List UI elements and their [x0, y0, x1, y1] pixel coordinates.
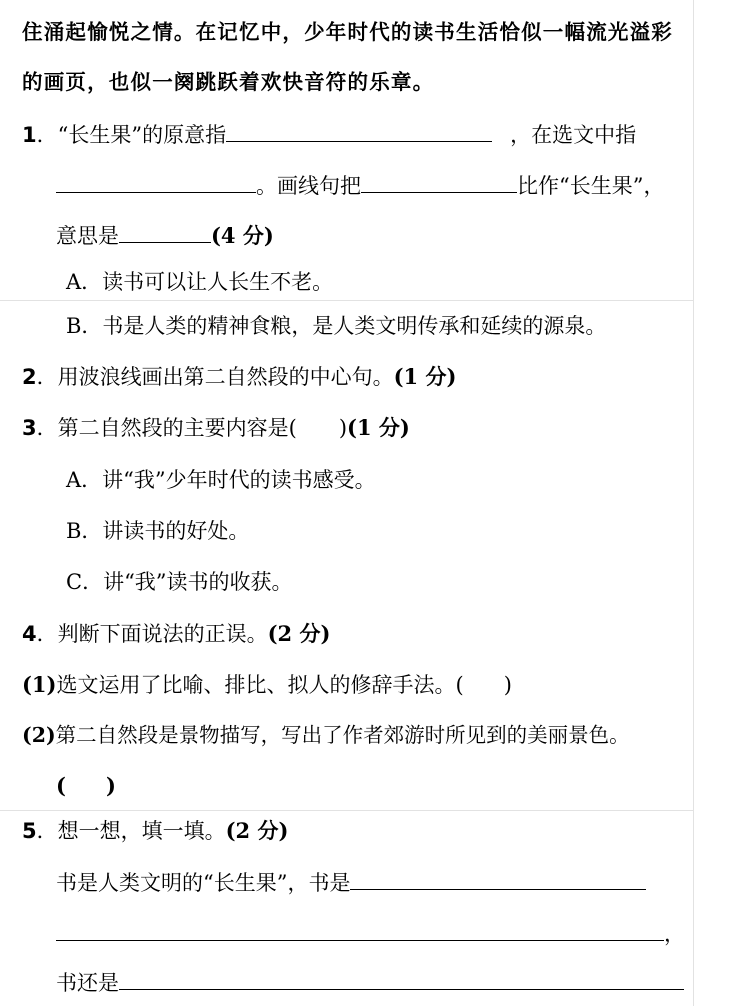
question-5-line-3	[56, 967, 684, 995]
option-a: A．读书可以让人长生不老。	[66, 270, 334, 294]
question-2	[22, 363, 456, 391]
question-5-line-2	[56, 918, 685, 946]
question-number: 1	[22, 123, 37, 147]
question-score: (2 分)	[225, 818, 289, 843]
judgment-item-2-paren	[56, 772, 116, 800]
question-text: ．想一想，填一填。	[36, 819, 226, 843]
item-text: 选文运用了比喻、排比、拟人的修辞手法。(	[56, 673, 464, 697]
question-text: 意思是	[56, 224, 119, 248]
question-number: 2	[22, 365, 37, 389]
question-1-line-2	[56, 170, 664, 198]
question-number: 5	[22, 819, 37, 843]
question-number: 4	[22, 622, 37, 646]
item-text: 第二自然段是景物描写，写出了作者郊游时所见到的美丽景色。	[55, 723, 630, 747]
question-text: )	[338, 416, 348, 440]
answer-blank[interactable]	[56, 170, 256, 193]
question-1-line-3	[56, 220, 274, 248]
question-text: ，在选文中指	[510, 123, 637, 147]
question-score: (4 分)	[211, 223, 274, 248]
judgment-item-1	[22, 671, 512, 699]
judgment-item-2	[22, 721, 630, 749]
answer-blank[interactable]	[350, 867, 646, 890]
question-1	[22, 119, 636, 147]
answer-blank[interactable]	[119, 220, 211, 243]
option-a: A．讲“我”少年时代的读书感受。	[66, 468, 376, 492]
item-text: (	[56, 773, 66, 798]
question-5-line-1	[56, 867, 646, 895]
question-text: ．“长生果”的原意指	[36, 123, 227, 147]
punctuation: ，	[664, 922, 685, 946]
divider-line	[0, 300, 694, 301]
item-number: (1)	[22, 672, 57, 697]
question-score: (1 分)	[347, 415, 410, 440]
question-number: 3	[22, 416, 37, 440]
question-text: 书是人类文明的“长生果”，书是	[56, 871, 351, 895]
answer-blank[interactable]	[56, 918, 664, 941]
passage-line: 住涌起愉悦之情。在记忆中，少年时代的读书生活恰似一幅流光溢彩	[22, 20, 673, 44]
question-text: 书还是	[56, 971, 119, 995]
option-b: B．书是人类的精神食粮，是人类文明传承和延续的源泉。	[66, 314, 607, 338]
question-score: (2 分)	[267, 621, 331, 646]
passage-line: 的画页，也似一阕跳跃着欢快音符的乐章。	[22, 70, 435, 94]
question-text: ．第二自然段的主要内容是(	[36, 416, 297, 440]
question-4	[22, 620, 330, 648]
item-text: )	[503, 673, 512, 697]
option-b: B．讲读书的好处。	[66, 519, 250, 543]
answer-blank[interactable]	[226, 119, 492, 142]
question-text: 。画线句把	[256, 174, 361, 198]
right-border	[693, 0, 694, 1006]
item-text: )	[105, 773, 116, 798]
question-text: ．判断下面说法的正误。	[36, 622, 268, 646]
question-text: ．用波浪线画出第二自然段的中心句。	[36, 365, 394, 389]
question-text: 比作“长生果”，	[517, 174, 665, 198]
question-score: (1 分)	[393, 364, 457, 389]
option-c: C．讲“我”读书的收获。	[66, 570, 293, 594]
answer-blank[interactable]	[361, 170, 517, 193]
question-5	[22, 817, 288, 845]
question-3	[22, 414, 410, 442]
divider-line	[0, 810, 694, 811]
item-number: (2)	[22, 723, 56, 747]
answer-blank[interactable]	[119, 967, 684, 990]
